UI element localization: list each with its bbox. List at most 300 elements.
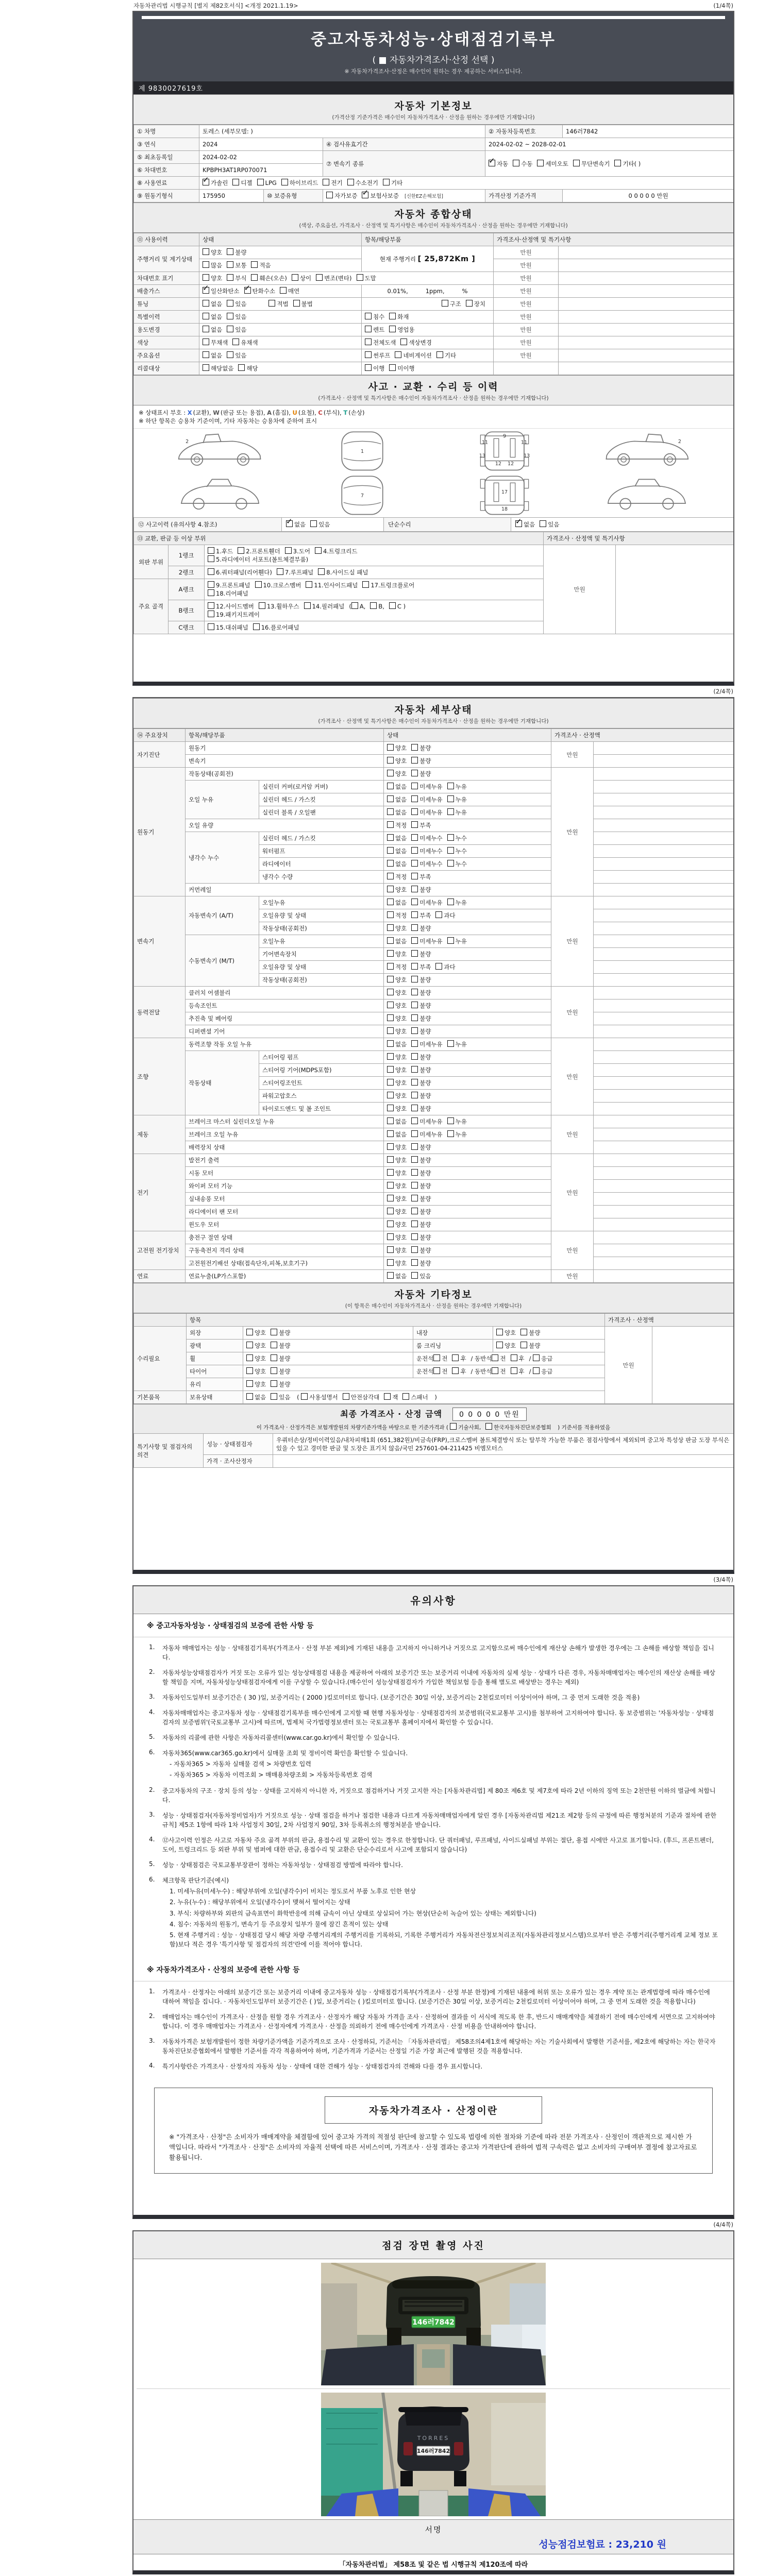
checkbox-box[interactable] xyxy=(452,1367,459,1374)
checkbox-box[interactable] xyxy=(411,989,418,995)
checkbox-box[interactable] xyxy=(411,886,418,892)
checkbox-box[interactable] xyxy=(387,1105,394,1111)
checkbox-18.리어패널[interactable] xyxy=(208,589,248,598)
checkbox-적음[interactable] xyxy=(251,261,271,269)
checkbox-box[interactable] xyxy=(447,795,454,802)
checkbox-box[interactable] xyxy=(387,1182,394,1189)
checkbox-box[interactable] xyxy=(387,1117,394,1124)
checkbox-불량[interactable] xyxy=(271,1367,290,1376)
checkbox-양호[interactable] xyxy=(246,1329,266,1337)
checkbox-불량[interactable] xyxy=(411,1053,431,1061)
checkbox-전[interactable] xyxy=(492,1367,506,1376)
checkbox-기술사회,[interactable] xyxy=(450,1423,481,1431)
checkbox-미세누수[interactable] xyxy=(411,860,442,868)
checkbox-box[interactable] xyxy=(208,589,214,596)
checkbox-없음[interactable] xyxy=(387,783,407,791)
checkbox-6.쿼터패널(리어휀다)[interactable] xyxy=(208,568,272,577)
checkbox-box[interactable] xyxy=(387,1014,394,1021)
checkbox-box[interactable] xyxy=(511,1367,517,1374)
checkbox-box[interactable] xyxy=(387,1079,394,1086)
checkbox-없음[interactable] xyxy=(387,1272,407,1280)
checkbox-미세누유[interactable] xyxy=(411,795,442,804)
checkbox-양호[interactable] xyxy=(387,1053,407,1061)
checkbox-디젤[interactable] xyxy=(232,179,252,187)
checkbox-불량[interactable] xyxy=(411,1182,431,1190)
checkbox-양호[interactable] xyxy=(387,1221,407,1229)
checkbox-box[interactable] xyxy=(513,160,519,166)
checkbox-양호[interactable] xyxy=(246,1342,266,1350)
checkbox-box[interactable] xyxy=(411,770,418,776)
checkbox-과다[interactable] xyxy=(435,963,455,971)
checkbox-box[interactable] xyxy=(387,989,394,995)
checkbox-box[interactable] xyxy=(253,623,260,630)
checkbox-8.사이드실 패널[interactable] xyxy=(318,568,368,577)
checkbox-사용설명서[interactable] xyxy=(301,1393,338,1401)
checkbox-전[interactable] xyxy=(492,1354,506,1363)
checkbox-없음[interactable] xyxy=(515,520,535,529)
checkbox-box[interactable] xyxy=(365,338,372,345)
checkbox-box[interactable] xyxy=(227,313,233,319)
checkbox-box[interactable] xyxy=(433,1367,440,1374)
checkbox-장치[interactable] xyxy=(466,300,485,308)
checkbox-box[interactable] xyxy=(271,1354,277,1361)
checkbox-box[interactable] xyxy=(387,757,394,764)
checkbox-있음[interactable] xyxy=(310,520,330,529)
checkbox-box[interactable] xyxy=(306,581,312,588)
checkbox-box[interactable] xyxy=(257,179,264,185)
checkbox-box[interactable] xyxy=(326,192,333,198)
checkbox-전체도색[interactable] xyxy=(365,338,396,347)
checkbox-box[interactable] xyxy=(387,924,394,931)
checkbox-box[interactable] xyxy=(573,160,580,166)
checkbox-양호[interactable] xyxy=(387,1259,407,1267)
checkbox-box[interactable] xyxy=(411,1272,418,1279)
checkbox-일산화탄소[interactable] xyxy=(203,287,240,295)
checkbox-box[interactable] xyxy=(271,1342,277,1348)
checkbox-불량[interactable] xyxy=(411,1092,431,1100)
checkbox-화재[interactable] xyxy=(389,313,409,321)
checkbox-box[interactable] xyxy=(227,326,233,332)
checkbox-불량[interactable] xyxy=(411,1259,431,1267)
checkbox-box[interactable] xyxy=(411,1092,418,1098)
checkbox-없음[interactable] xyxy=(387,834,407,842)
checkbox-적법[interactable] xyxy=(268,300,288,308)
checkbox-3.도어[interactable] xyxy=(285,547,310,555)
checkbox-box[interactable] xyxy=(492,1354,498,1361)
checkbox-없음[interactable] xyxy=(203,351,222,360)
checkbox-box[interactable] xyxy=(203,274,209,281)
checkbox-있음[interactable] xyxy=(227,300,246,308)
checkbox-양호[interactable] xyxy=(387,744,407,752)
checkbox-box[interactable] xyxy=(285,547,292,554)
checkbox-box[interactable] xyxy=(447,808,454,815)
checkbox-box[interactable] xyxy=(433,1354,440,1361)
checkbox-box[interactable] xyxy=(351,602,358,609)
checkbox-수동[interactable] xyxy=(513,160,532,168)
checkbox-box[interactable] xyxy=(492,1367,498,1374)
checkbox-해당[interactable] xyxy=(238,364,258,372)
checkbox-불량[interactable] xyxy=(411,1169,431,1177)
checkbox-box[interactable] xyxy=(411,1079,418,1086)
checkbox-box[interactable] xyxy=(447,899,454,905)
checkbox-침수[interactable] xyxy=(365,313,384,321)
checkbox-이행[interactable] xyxy=(365,364,384,372)
checkbox-불량[interactable] xyxy=(411,976,431,984)
checkbox-양호[interactable] xyxy=(387,1027,407,1036)
checkbox-box[interactable] xyxy=(387,1143,394,1150)
checkbox-box[interactable] xyxy=(387,1066,394,1073)
checkbox-없음[interactable] xyxy=(387,795,407,804)
checkbox-불량[interactable] xyxy=(411,950,431,958)
checkbox-box[interactable] xyxy=(614,160,621,166)
checkbox-썬루프[interactable] xyxy=(365,351,390,360)
checkbox-box[interactable] xyxy=(387,1272,394,1279)
checkbox-box[interactable] xyxy=(246,1367,253,1374)
checkbox-box[interactable] xyxy=(227,300,233,307)
checkbox-불량[interactable] xyxy=(411,1079,431,1087)
checkbox-box[interactable] xyxy=(203,326,209,332)
checkbox-불량[interactable] xyxy=(271,1380,290,1388)
checkbox-box[interactable] xyxy=(268,300,275,307)
checkbox-적정[interactable] xyxy=(387,911,407,920)
checkbox-부족[interactable] xyxy=(411,873,431,881)
checkbox-box[interactable] xyxy=(315,547,322,554)
checkbox-전기[interactable] xyxy=(323,179,342,187)
checkbox-누유[interactable] xyxy=(447,1040,467,1048)
checkbox-미세누수[interactable] xyxy=(411,834,442,842)
checkbox-후[interactable] xyxy=(452,1354,466,1363)
checkbox-적정[interactable] xyxy=(387,963,407,971)
checkbox-많음[interactable] xyxy=(203,261,222,269)
checkbox-box[interactable] xyxy=(447,783,454,789)
checkbox-한국자동차진단보증협회[interactable] xyxy=(485,1423,551,1431)
checkbox-box[interactable] xyxy=(389,326,396,332)
checkbox-17.트렁크플로어[interactable] xyxy=(362,581,414,589)
checkbox-box[interactable] xyxy=(387,847,394,854)
checkbox-box[interactable] xyxy=(389,364,396,371)
checkbox-box[interactable] xyxy=(208,568,214,575)
checkbox-영업용[interactable] xyxy=(389,326,414,334)
checkbox-box[interactable] xyxy=(411,1105,418,1111)
checkbox-양호[interactable] xyxy=(387,950,407,958)
checkbox-box[interactable] xyxy=(280,287,287,294)
checkbox-미세누유[interactable] xyxy=(411,1130,442,1139)
checkbox-기타[interactable] xyxy=(383,179,402,187)
checkbox-box[interactable] xyxy=(387,899,394,905)
checkbox-누수[interactable] xyxy=(447,860,467,868)
checkbox-box[interactable] xyxy=(387,1156,394,1163)
checkbox-box[interactable] xyxy=(450,1423,457,1430)
checkbox-box[interactable] xyxy=(402,1393,409,1400)
checkbox-7.루프패널[interactable] xyxy=(277,568,313,577)
checkbox-box[interactable] xyxy=(277,568,283,575)
checkbox-누유[interactable] xyxy=(447,808,467,817)
checkbox-있음[interactable] xyxy=(227,351,246,360)
checkbox-응급[interactable] xyxy=(533,1367,552,1376)
checkbox-적정[interactable] xyxy=(387,873,407,881)
checkbox-box[interactable] xyxy=(411,1208,418,1214)
checkbox-부족[interactable] xyxy=(411,963,431,971)
checkbox-box[interactable] xyxy=(387,744,394,751)
checkbox-box[interactable] xyxy=(411,821,418,828)
checkbox-10.크로스멤버[interactable] xyxy=(255,581,301,589)
checkbox-box[interactable] xyxy=(343,1393,349,1400)
checkbox-불량[interactable] xyxy=(411,744,431,752)
checkbox-box[interactable] xyxy=(357,274,363,281)
checkbox-box[interactable] xyxy=(246,1393,253,1400)
checkbox-box[interactable] xyxy=(411,873,418,879)
checkbox-box[interactable] xyxy=(246,1329,253,1335)
checkbox-box[interactable] xyxy=(323,179,329,185)
checkbox-box[interactable] xyxy=(533,1367,540,1374)
checkbox-box[interactable] xyxy=(411,783,418,789)
checkbox-box[interactable] xyxy=(411,976,418,982)
checkbox-box[interactable] xyxy=(387,950,394,957)
checkbox-자가보증[interactable] xyxy=(326,192,357,200)
checkbox-전[interactable] xyxy=(433,1367,447,1376)
checkbox-유채색[interactable] xyxy=(232,338,258,347)
checkbox-누유[interactable] xyxy=(447,783,467,791)
checkbox-없음[interactable] xyxy=(387,1117,407,1126)
checkbox-보통[interactable] xyxy=(227,261,246,269)
checkbox-부족[interactable] xyxy=(411,821,431,829)
checkbox-미세누유[interactable] xyxy=(411,899,442,907)
checkbox-box[interactable] xyxy=(489,160,495,166)
checkbox-box[interactable] xyxy=(387,1208,394,1214)
checkbox-해당없음[interactable] xyxy=(203,364,233,372)
checkbox-box[interactable] xyxy=(203,338,209,345)
checkbox-후[interactable] xyxy=(452,1367,466,1376)
checkbox-19.패키지트레이[interactable] xyxy=(208,611,260,619)
checkbox-box[interactable] xyxy=(387,1221,394,1227)
checkbox-있음[interactable] xyxy=(411,1272,431,1280)
checkbox-box[interactable] xyxy=(540,520,546,527)
checkbox-box[interactable] xyxy=(362,192,368,198)
checkbox-자동[interactable] xyxy=(489,160,508,168)
checkbox-box[interactable] xyxy=(232,179,239,185)
checkbox-box[interactable] xyxy=(389,313,396,319)
checkbox-없음[interactable] xyxy=(387,899,407,907)
checkbox-양호[interactable] xyxy=(387,1169,407,1177)
checkbox-양호[interactable] xyxy=(387,1233,407,1242)
checkbox-box[interactable] xyxy=(515,520,522,527)
checkbox-box[interactable] xyxy=(203,287,209,294)
checkbox-불량[interactable] xyxy=(411,1014,431,1023)
checkbox-가솔린[interactable] xyxy=(203,179,228,187)
checkbox-box[interactable] xyxy=(365,351,372,358)
checkbox-box[interactable] xyxy=(452,1354,459,1361)
checkbox-불량[interactable] xyxy=(271,1329,290,1337)
checkbox-box[interactable] xyxy=(387,808,394,815)
checkbox-box[interactable] xyxy=(387,1233,394,1240)
checkbox-box[interactable] xyxy=(533,1354,540,1361)
checkbox-양호[interactable] xyxy=(246,1380,266,1388)
checkbox-box[interactable] xyxy=(251,274,258,281)
checkbox-누유[interactable] xyxy=(447,795,467,804)
checkbox-있음[interactable] xyxy=(227,313,246,321)
checkbox-불량[interactable] xyxy=(271,1354,290,1363)
checkbox-box[interactable] xyxy=(395,351,401,358)
checkbox-box[interactable] xyxy=(208,555,214,562)
checkbox-box[interactable] xyxy=(411,808,418,815)
checkbox-없음[interactable] xyxy=(387,1130,407,1139)
checkbox-16.플로어패널[interactable] xyxy=(253,623,299,632)
checkbox-box[interactable] xyxy=(383,179,390,185)
checkbox-box[interactable] xyxy=(203,261,209,268)
checkbox-탄화수소[interactable] xyxy=(244,287,275,295)
checkbox-양호[interactable] xyxy=(387,1079,407,1087)
checkbox-불량[interactable] xyxy=(411,1195,431,1203)
checkbox-box[interactable] xyxy=(411,1156,418,1163)
checkbox-양호[interactable] xyxy=(387,1195,407,1203)
checkbox-box[interactable] xyxy=(387,783,394,789)
checkbox-불법[interactable] xyxy=(293,300,313,308)
checkbox-양호[interactable] xyxy=(387,1246,407,1255)
checkbox-box[interactable] xyxy=(232,338,239,345)
checkbox-box[interactable] xyxy=(411,860,418,867)
checkbox-box[interactable] xyxy=(227,351,233,358)
checkbox-불량[interactable] xyxy=(411,1143,431,1151)
checkbox-누수[interactable] xyxy=(447,834,467,842)
checkbox-box[interactable] xyxy=(411,911,418,918)
checkbox-양호[interactable] xyxy=(387,924,407,933)
checkbox-box[interactable] xyxy=(447,1117,454,1124)
checkbox-기타( )[interactable] xyxy=(614,160,641,168)
checkbox-응급[interactable] xyxy=(533,1354,552,1363)
checkbox-매연[interactable] xyxy=(280,287,299,295)
checkbox-수소전기[interactable] xyxy=(347,179,378,187)
checkbox-불량[interactable] xyxy=(520,1329,540,1337)
checkbox-양호[interactable] xyxy=(387,1143,407,1151)
checkbox-양호[interactable] xyxy=(387,1066,407,1074)
checkbox-box[interactable] xyxy=(447,834,454,841)
checkbox-box[interactable] xyxy=(411,924,418,931)
checkbox-box[interactable] xyxy=(411,1182,418,1189)
checkbox-box[interactable] xyxy=(271,1367,277,1374)
checkbox-양호[interactable] xyxy=(203,248,222,257)
checkbox-없음[interactable] xyxy=(387,847,407,855)
checkbox-전[interactable] xyxy=(433,1354,447,1363)
checkbox-box[interactable] xyxy=(485,1423,492,1430)
checkbox-없음[interactable] xyxy=(387,860,407,868)
checkbox-box[interactable] xyxy=(411,1259,418,1266)
checkbox-불량[interactable] xyxy=(411,924,431,933)
checkbox-미세누유[interactable] xyxy=(411,937,442,945)
checkbox-box[interactable] xyxy=(447,860,454,867)
checkbox-box[interactable] xyxy=(387,860,394,867)
checkbox-box[interactable] xyxy=(411,899,418,905)
checkbox-양호[interactable] xyxy=(203,274,222,282)
checkbox-불량[interactable] xyxy=(520,1342,540,1350)
checkbox-box[interactable] xyxy=(227,261,233,268)
checkbox-불량[interactable] xyxy=(411,1105,431,1113)
checkbox-box[interactable] xyxy=(411,1066,418,1073)
checkbox-훼손(오손)[interactable] xyxy=(251,274,287,282)
checkbox-불량[interactable] xyxy=(411,1027,431,1036)
checkbox-box[interactable] xyxy=(227,274,233,281)
checkbox-box[interactable] xyxy=(347,179,354,185)
checkbox-있음[interactable] xyxy=(271,1393,290,1401)
checkbox-box[interactable] xyxy=(447,847,454,854)
checkbox-누유[interactable] xyxy=(447,1130,467,1139)
checkbox-box[interactable] xyxy=(411,950,418,957)
checkbox-보험사보증[interactable] xyxy=(362,192,399,200)
checkbox-box[interactable] xyxy=(411,1143,418,1150)
checkbox-box[interactable] xyxy=(411,744,418,751)
checkbox-box[interactable] xyxy=(271,1329,277,1335)
checkbox-양호[interactable] xyxy=(387,1208,407,1216)
checkbox-box[interactable] xyxy=(293,300,300,307)
checkbox-양호[interactable] xyxy=(387,1182,407,1190)
checkbox-box[interactable] xyxy=(208,581,214,588)
checkbox-box[interactable] xyxy=(411,1053,418,1060)
checkbox-box[interactable] xyxy=(310,520,317,527)
checkbox-box[interactable] xyxy=(411,1169,418,1176)
checkbox-box[interactable] xyxy=(244,287,251,294)
checkbox-box[interactable] xyxy=(203,313,209,319)
checkbox-box[interactable] xyxy=(255,581,262,588)
checkbox-불량[interactable] xyxy=(411,770,431,778)
checkbox-box[interactable] xyxy=(387,1040,394,1047)
checkbox-box[interactable] xyxy=(208,623,214,630)
checkbox-14.필러패널[interactable] xyxy=(304,602,345,611)
checkbox-양호[interactable] xyxy=(387,1092,407,1100)
checkbox-잭[interactable] xyxy=(384,1393,398,1401)
checkbox-box[interactable] xyxy=(251,261,258,268)
checkbox-기타[interactable] xyxy=(436,351,456,360)
checkbox-box[interactable] xyxy=(203,248,209,255)
checkbox-box[interactable] xyxy=(411,795,418,802)
checkbox-box[interactable] xyxy=(301,1393,308,1400)
checkbox-box[interactable] xyxy=(411,1130,418,1137)
checkbox-12.사이드멤버[interactable] xyxy=(208,602,254,611)
checkbox-4.트렁크리드[interactable] xyxy=(315,547,358,555)
checkbox-box[interactable] xyxy=(271,1393,277,1400)
checkbox-안전삼각대[interactable] xyxy=(343,1393,380,1401)
checkbox-양호[interactable] xyxy=(246,1354,266,1363)
checkbox-무단변속기[interactable] xyxy=(573,160,610,168)
checkbox-box[interactable] xyxy=(387,976,394,982)
checkbox-box[interactable] xyxy=(411,1014,418,1021)
checkbox-box[interactable] xyxy=(238,364,245,371)
checkbox-box[interactable] xyxy=(365,326,372,332)
checkbox-box[interactable] xyxy=(411,1246,418,1253)
checkbox-box[interactable] xyxy=(520,1342,527,1348)
checkbox-미세누유[interactable] xyxy=(411,783,442,791)
checkbox-양호[interactable] xyxy=(387,1156,407,1164)
checkbox-양호[interactable] xyxy=(496,1342,516,1350)
checkbox-box[interactable] xyxy=(387,911,394,918)
checkbox-렌트[interactable] xyxy=(365,326,384,334)
checkbox-box[interactable] xyxy=(387,834,394,841)
checkbox-미세누유[interactable] xyxy=(411,808,442,817)
checkbox-box[interactable] xyxy=(411,1117,418,1124)
checkbox-box[interactable] xyxy=(387,873,394,879)
checkbox-box[interactable] xyxy=(435,963,442,970)
checkbox-box[interactable] xyxy=(496,1342,503,1348)
checkbox-B,[interactable] xyxy=(370,602,384,610)
checkbox-색상변경[interactable] xyxy=(400,338,431,347)
checkbox-box[interactable] xyxy=(387,1130,394,1137)
checkbox-box[interactable] xyxy=(271,1380,277,1387)
checkbox-변조(변타)[interactable] xyxy=(316,274,351,282)
checkbox-box[interactable] xyxy=(370,602,377,609)
checkbox-box[interactable] xyxy=(387,1002,394,1008)
checkbox-양호[interactable] xyxy=(387,757,407,765)
checkbox-box[interactable] xyxy=(227,248,233,255)
checkbox-5.라디에이터 서포트(볼트체결부품)[interactable] xyxy=(208,555,308,564)
checkbox-box[interactable] xyxy=(387,1246,394,1253)
